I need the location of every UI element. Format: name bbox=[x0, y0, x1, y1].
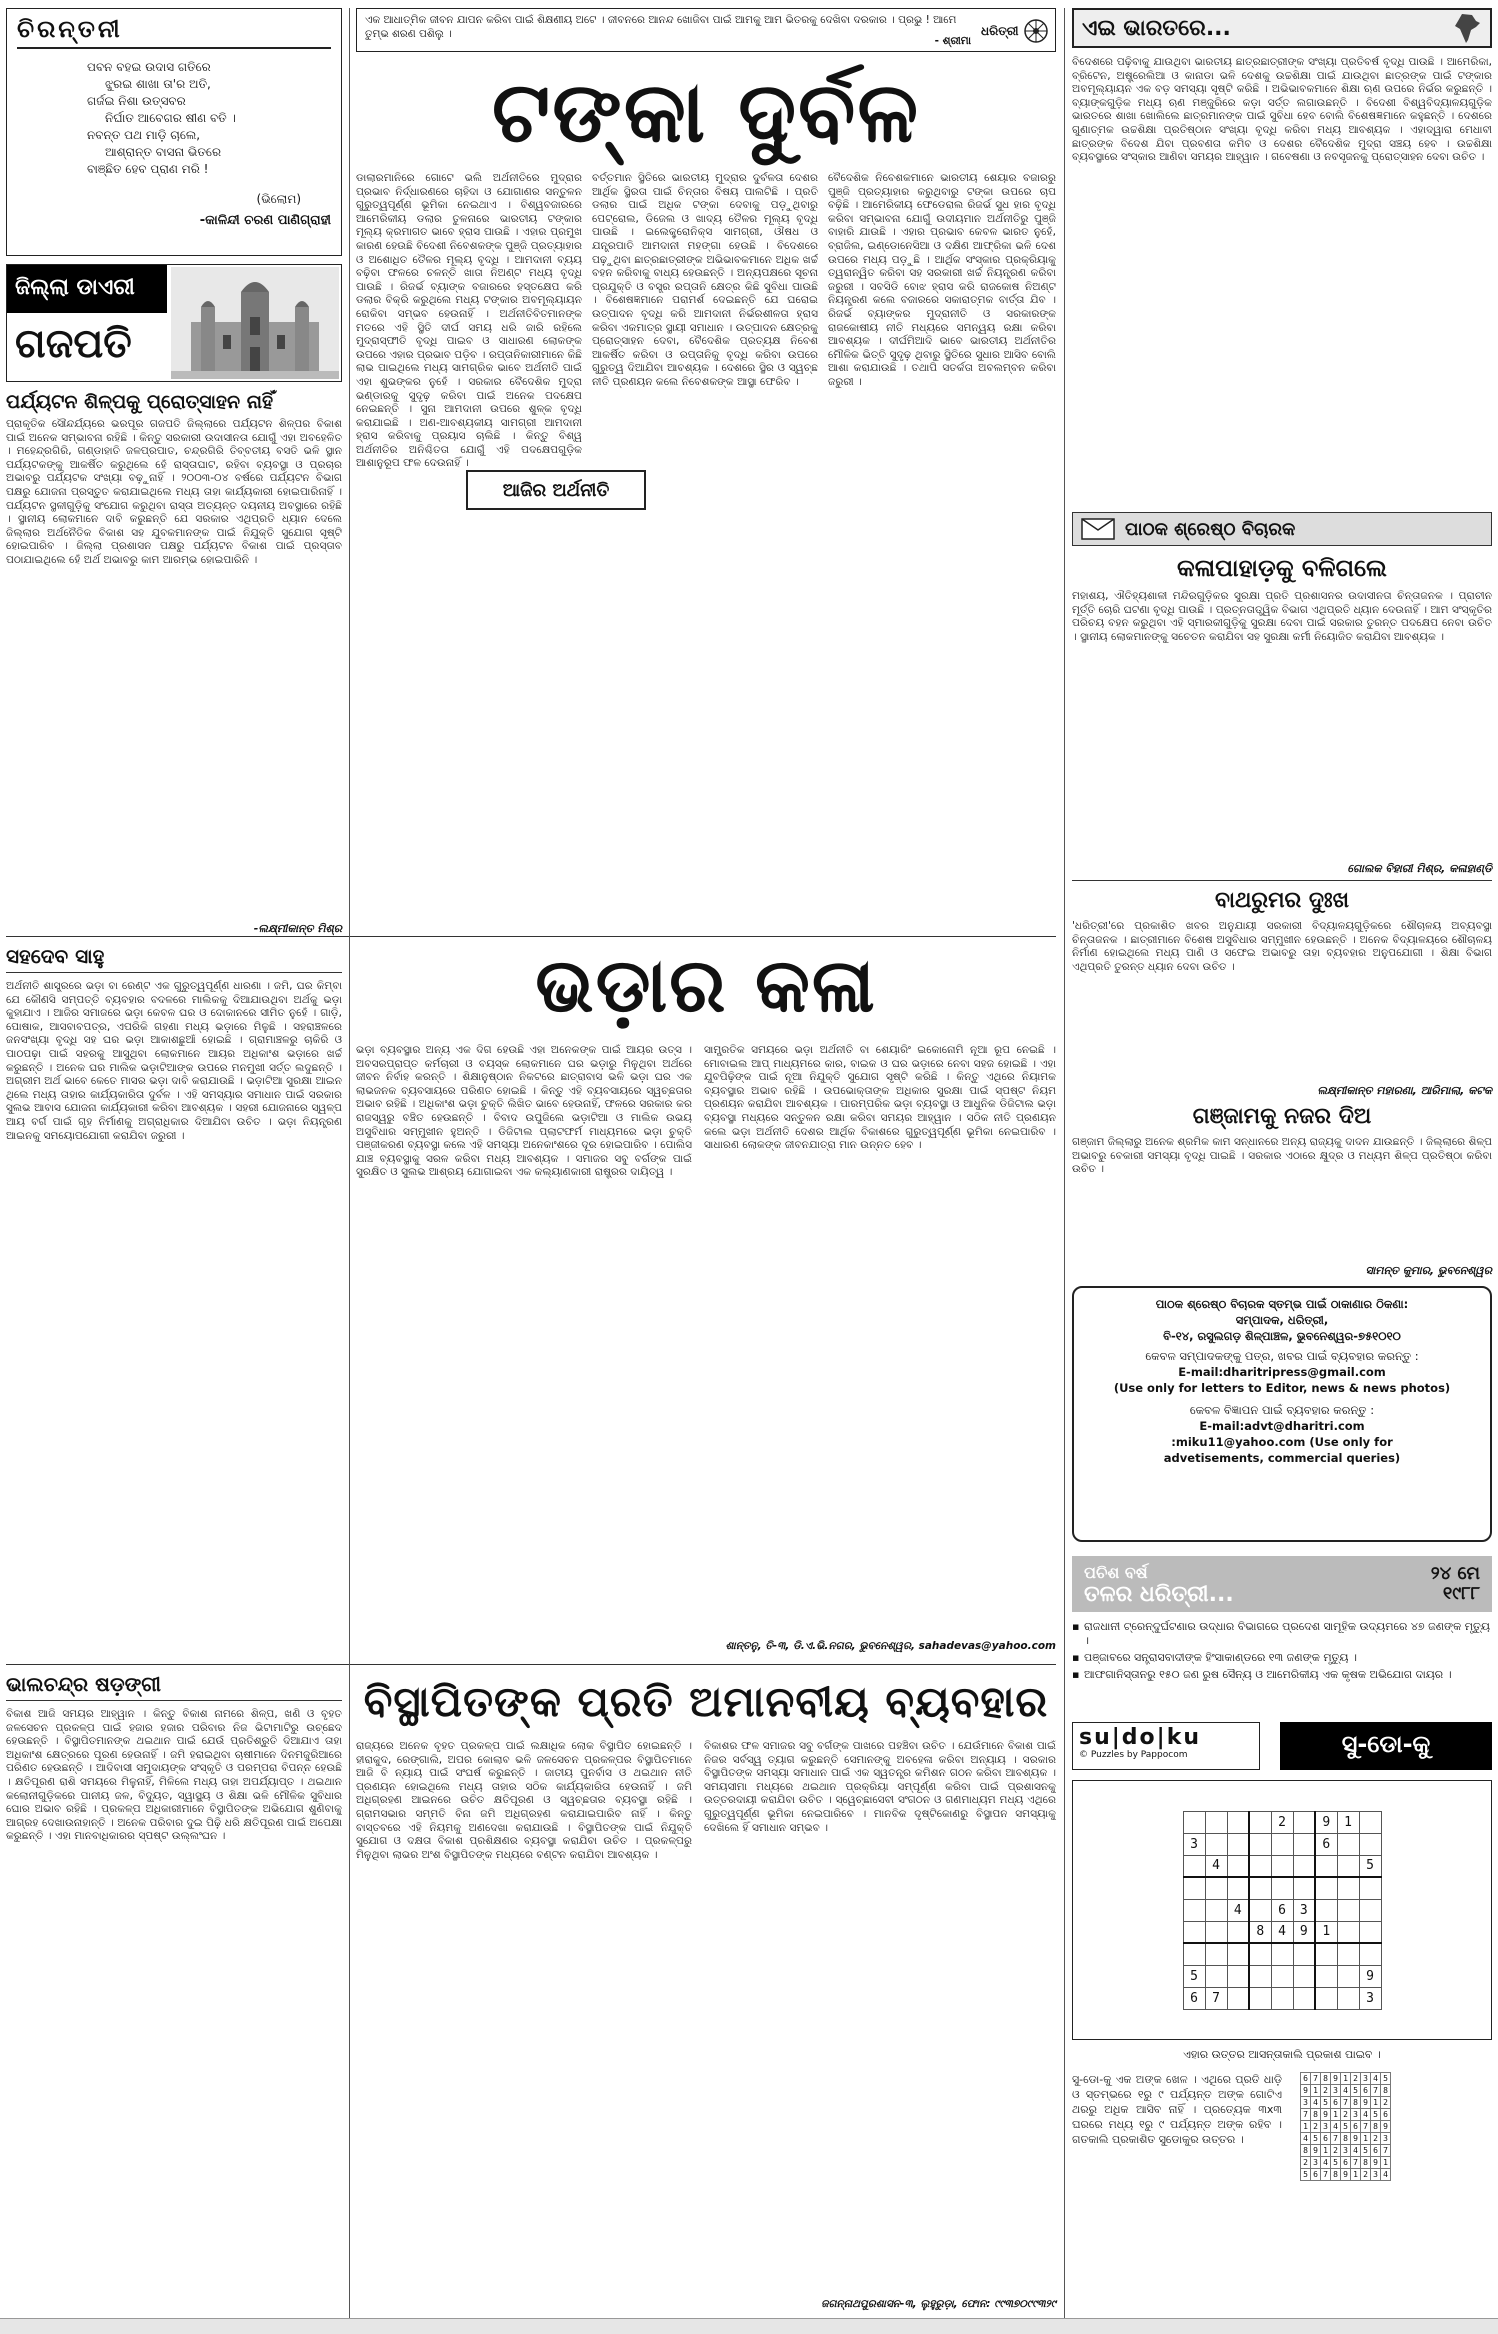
solution-cell: 5 bbox=[1371, 2109, 1381, 2121]
solution-cell: 1 bbox=[1361, 2133, 1371, 2145]
sudoku-cell[interactable]: 7 bbox=[1205, 1987, 1227, 2009]
best-letter-text: ମହାଶୟ, ଐତିହ୍ୟଶାଳୀ ମନ୍ଦିରଗୁଡ଼ିକର ସୁରକ୍ଷା ପ୍ରତି ପ୍ରଶାସନର ଉଦାସୀନତା ଚିନ୍ତାଜନକ । ପ୍ରାଚୀନ ମୂର୍ତ୍ତି ଚୋରି ଘଟଣା ବୃଦ୍ଧି ପାଉଛି । ପ୍ରତ୍ନତାତ୍ତ୍ୱିକ ବିଭାଗ ଏଥିପ୍ରତି ଧ୍ୟାନ ଦେଉନାହିଁ । ଆମ ସଂସ୍କୃତିର ପରିଚୟ ବହନ କରୁଥିବା ଏହି ସ୍ମାରକୀଗୁଡ଼ିକୁ ସୁରକ୍ଷା ଦେବା ପାଇଁ ସରକାର ତୁରନ୍ତ ପଦକ୍ଷେପ ନେବା ଉଚିତ । ସ୍ଥାନୀୟ ଲୋକମାନଙ୍କୁ ସଚେତନ କରାଯିବା ସହ ସୁରକ୍ଷା କର୍ମୀ ନିୟୋଜିତ କରାଯିବା ଆବଶ୍ୟକ । bbox=[1072, 590, 1492, 643]
sudoku-cell[interactable] bbox=[1315, 1855, 1337, 1877]
ei-bharatare-body bbox=[1072, 56, 1492, 504]
sudoku-cell[interactable] bbox=[1293, 1877, 1315, 1899]
sudoku-row bbox=[1183, 1855, 1381, 1877]
solution-cell: 9 bbox=[1301, 2085, 1311, 2097]
sudoku-cell[interactable] bbox=[1293, 1855, 1315, 1877]
anniversary-date-block bbox=[1431, 1564, 1480, 1604]
solution-cell: 4 bbox=[1301, 2133, 1311, 2145]
solution-cell: 6 bbox=[1341, 2157, 1351, 2169]
anniversary-label-bottom: ତଳର ଧରିତ୍ରୀ... bbox=[1084, 1582, 1234, 1607]
sudoku-cell[interactable]: 3 bbox=[1359, 1987, 1381, 2009]
solution-cell: 5 bbox=[1341, 2121, 1351, 2133]
zilla-label: ଜିଲ୍ଲା ଡାଏରୀ bbox=[7, 265, 167, 313]
sudoku-solution-grid bbox=[1300, 2072, 1391, 2181]
solution-cell: 5 bbox=[1331, 2157, 1341, 2169]
zilla-diary-header bbox=[6, 264, 342, 382]
solution-row bbox=[1301, 2133, 1391, 2145]
solution-cell: 6 bbox=[1381, 2109, 1391, 2121]
sudoku-cell[interactable] bbox=[1271, 1965, 1293, 1987]
solution-cell: 1 bbox=[1351, 2169, 1361, 2181]
solution-cell: 5 bbox=[1361, 2145, 1371, 2157]
best-letter-title: କଳାପାହାଡ଼କୁ ବଳିଗଲେ bbox=[1177, 554, 1387, 582]
sudoku-cell[interactable] bbox=[1337, 1921, 1359, 1943]
best-letter-body bbox=[1072, 590, 1492, 858]
anniversary-label-top: ପଚିଶ ବର୍ଷ bbox=[1084, 1563, 1148, 1582]
sudoku-row bbox=[1183, 1899, 1381, 1921]
sudoku-cell[interactable] bbox=[1315, 1877, 1337, 1899]
sudoku-cell[interactable]: 1 bbox=[1337, 1811, 1359, 1833]
solution-cell: 9 bbox=[1371, 2157, 1381, 2169]
sudoku-cell[interactable] bbox=[1249, 1855, 1271, 1877]
sudoku-cell[interactable] bbox=[1183, 1943, 1205, 1965]
solution-cell: 5 bbox=[1381, 2073, 1391, 2085]
sudoku-cell[interactable] bbox=[1271, 1855, 1293, 1877]
envelope-icon bbox=[1081, 518, 1115, 540]
sudoku-cell[interactable] bbox=[1205, 1833, 1227, 1855]
displaced-col-3 bbox=[704, 1740, 1056, 2296]
sudoku-cell[interactable]: 5 bbox=[1183, 1965, 1205, 1987]
sudoku-row bbox=[1183, 1877, 1381, 1899]
bhada-author-name: ସହଦେବ ସାହୁ bbox=[6, 944, 342, 973]
economy-badge-label: ଆଜିର ଅର୍ଥନୀତି bbox=[502, 479, 610, 501]
solution-cell: 7 bbox=[1331, 2133, 1341, 2145]
main-col-3 bbox=[828, 172, 1056, 924]
solution-row bbox=[1301, 2109, 1391, 2121]
ei-bharatare-header bbox=[1072, 8, 1492, 48]
sudoku-cell[interactable]: 2 bbox=[1271, 1811, 1293, 1833]
sudoku-cell[interactable]: 4 bbox=[1271, 1921, 1293, 1943]
bhada-col-2-text: ଭଡ଼ା ବ୍ୟବସ୍ଥାର ଅନ୍ୟ ଏକ ଦିଗ ହେଉଛି ଏହା ଅନେକଙ୍କ ପାଇଁ ଆୟର ଉତ୍ସ । ଅବସରପ୍ରାପ୍ତ କର୍ମଚାରୀ ଓ ବୟସ୍କ ଲୋକମାନେ ଘର ଭଡ଼ାରୁ ମିଳୁଥିବା ଅର୍ଥରେ ଜୀବନ ନିର୍ବାହ କରନ୍ତି । ଶିକ୍ଷାନୁଷ୍ଠାନ ନିକଟରେ ଛାତ୍ରାବାସ ଭଳି ଭଡ଼ା ଘର ଏକ ଲାଭଜନକ ବ୍ୟବସାୟରେ ପରିଣତ ହୋଇଛି । କିନ୍ତୁ ଏହି ବ୍ୟବସାୟରେ ସ୍ୱଚ୍ଛତାର ଅଭାବ ରହିଛି । ଅଧିକାଂଶ ଭଡ଼ା ଚୁକ୍ତି ଲିଖିତ ଭାବେ ହେଉନାହିଁ, ଫଳରେ ସରକାର କର ରାଜସ୍ୱରୁ ବଞ୍ଚିତ ହେଉଛନ୍ତି । ବିବାଦ ଉପୁଜିଲେ ଭଡ଼ାଟିଆ ଓ ମାଲିକ ଉଭୟ ଅସୁବିଧାର ସମ୍ମୁଖୀନ ହୁଅନ୍ତି । ଡିଜିଟାଲ ପ୍ଲାଟଫର୍ମ ମାଧ୍ୟମରେ ଭଡ଼ା ଚୁକ୍ତି ପଞ୍ଜୀକରଣ ବ୍ୟବସ୍ଥା କଲେ ଏହି ସମସ୍ୟା ଅନେକାଂଶରେ ଦୂର ହୋଇପାରିବ । ପୋଲିସ ଯାଞ୍ଚ ବ୍ୟବସ୍ଥାକୁ ସରଳ କରିବା ମଧ୍ୟ ଆବଶ୍ୟକ । ସମାଜର ସବୁ ବର୍ଗଙ୍କ ପାଇଁ ସୁରକ୍ଷିତ ଓ ସୁଲଭ ଆଶ୍ରୟ ଯୋଗାଇବା ଏକ କଲ୍ୟାଣକାରୀ ରାଷ୍ଟ୍ରର ଦାୟିତ୍ୱ । bbox=[356, 1044, 692, 1179]
sudoku-cell[interactable] bbox=[1227, 1877, 1249, 1899]
solution-cell: 5 bbox=[1301, 2169, 1311, 2181]
sudoku-cell[interactable] bbox=[1337, 1899, 1359, 1921]
solution-cell: 8 bbox=[1341, 2133, 1351, 2145]
displaced-col-2-text: ରାଜ୍ୟରେ ଅନେକ ବୃହତ ପ୍ରକଳ୍ପ ପାଇଁ ଲକ୍ଷାଧିକ ଲୋକ ବିସ୍ଥାପିତ ହୋଇଛନ୍ତି । ହୀରାକୁଦ, ରେଙ୍ଗାଲି, ଅପର କୋଲାବ ଭଳି ଜଳସେଚନ ପ୍ରକଳ୍ପର ବିସ୍ଥାପିତମାନେ ଆଜି ବି ନ୍ୟାୟ ପାଇଁ ସଂଘର୍ଷ କରୁଛନ୍ତି । ଜାତୀୟ ପୁନର୍ବାସ ଓ ଥଇଥାନ ନୀତି ପ୍ରଣୟନ ହୋଇଥିଲେ ମଧ୍ୟ ତାହାର ସଠିକ କାର୍ଯ୍ୟକାରିତା ହେଉନାହିଁ । ଜମି ଅଧିଗ୍ରହଣ ଆଇନରେ ଉଚିତ କ୍ଷତିପୂରଣ ଓ ସ୍ୱଚ୍ଛତାର ବ୍ୟବସ୍ଥା ରହିଛି । ଗ୍ରାମସଭାର ସମ୍ମତି ବିନା ଜମି ଅଧିଗ୍ରହଣ କରାଯାଇପାରିବ ନାହିଁ । କିନ୍ତୁ ବାସ୍ତବରେ ଏହି ନିୟମକୁ ଅଣଦେଖା କରାଯାଉଛି । ବିସ୍ଥାପିତଙ୍କ ପାଇଁ ନିଯୁକ୍ତି ସୁଯୋଗ ଓ ଦକ୍ଷତା ବିକାଶ ପ୍ରଶିକ୍ଷଣର ବ୍ୟବସ୍ଥା କରାଯିବା ଉଚିତ । ପ୍ରକଳ୍ପରୁ ମିଳୁଥିବା ଲାଭର ଅଂଶ ବିସ୍ଥାପିତଙ୍କ ମଧ୍ୟରେ ବଣ୍ଟନ କରାଯିବା ଆବଶ୍ୟକ । bbox=[356, 1740, 692, 1861]
solution-cell: 3 bbox=[1381, 2133, 1391, 2145]
sudoku-cell[interactable]: 6 bbox=[1315, 1833, 1337, 1855]
sudoku-row bbox=[1183, 1987, 1381, 2009]
main-col-3-text: ବୈଦେଶିକ ନିବେଶକମାନେ ଭାରତୀୟ ଶେୟାର ବଜାରରୁ ପୁଞ୍ଜି ପ୍ରତ୍ୟାହାର କରୁଥିବାରୁ ଟଙ୍କା ଉପରେ ଚାପ ବଢ଼ିଛି । ଆମେରିକୀୟ ଫେଡେରାଲ ରିଜର୍ଭ ସୁଧ ହାର ବୃଦ୍ଧି କରିବା ସମ୍ଭାବନା ଯୋଗୁଁ ଉଦୀୟମାନ ଅର୍ଥନୀତିରୁ ପୁଞ୍ଜି ବାହାରି ଯାଉଛି । ଏହାର ପ୍ରଭାବ କେବଳ ଭାରତ ନୁହେଁ, ବ୍ରାଜିଲ, ଇଣ୍ଡୋନେସିଆ ଓ ଦକ୍ଷିଣ ଆଫ୍ରିକା ଭଳି ଦେଶ ଉପରେ ମଧ୍ୟ ପଡ଼ୁଛି । ଆର୍ଥିକ ସଂସ୍କାର ପ୍ରକ୍ରିୟାକୁ ତ୍ୱରାନ୍ୱିତ କରିବା ସହ ସରକାରୀ ଖର୍ଚ୍ଚ ନିୟନ୍ତ୍ରଣ କରିବା ଜରୁରୀ । ସବସିଡି ବୋଝ ହ୍ରାସ କରି ରାଜକୋଷ ନିଅଣ୍ଟ ନିୟନ୍ତ୍ରଣ କଲେ ବଜାରରେ ସକାରାତ୍ମକ ବାର୍ତ୍ତା ଯିବ । ରିଜର୍ଭ ବ୍ୟାଙ୍କର ମୁଦ୍ରାନୀତି ଓ ସରକାରଙ୍କ ରାଜକୋଷୀୟ ନୀତି ମଧ୍ୟରେ ସମନ୍ୱୟ ରକ୍ଷା କରିବା ଆବଶ୍ୟକ । ଦୀର୍ଘମିଆଦି ଭାବେ ଭାରତୀୟ ଅର୍ଥନୀତିର ମୌଳିକ ଭିତ୍ତି ସୁଦୃଢ଼ ଥିବାରୁ ସ୍ଥିତିରେ ସୁଧାର ଆସିବ ବୋଲି ଆଶା କରାଯାଉଛି । ତଥାପି ସତର୍କତା ଅବଲମ୍ବନ କରିବା ଜରୁରୀ । bbox=[828, 172, 1056, 388]
solution-cell: 4 bbox=[1351, 2145, 1361, 2157]
economy-badge bbox=[466, 470, 646, 510]
sudoku-cell[interactable] bbox=[1293, 1987, 1315, 2009]
solution-cell: 4 bbox=[1361, 2109, 1371, 2121]
anniversary-year: ୧୯୮୮ bbox=[1442, 1583, 1480, 1604]
divider bbox=[1072, 880, 1492, 881]
solution-cell: 1 bbox=[1381, 2157, 1391, 2169]
best-letter-band bbox=[1072, 512, 1492, 546]
displaced-col-3-text: ବିକାଶର ଫଳ ସମାଜର ସବୁ ବର୍ଗଙ୍କ ପାଖରେ ପହଞ୍ଚିବା ଉଚିତ । ଯେଉଁମାନେ ବିକାଶ ପାଇଁ ନିଜର ସର୍ବସ୍ୱ ତ୍ୟାଗ କରୁଛନ୍ତି ସେମାନଙ୍କୁ ଅବହେଳା କରିବା ଅନ୍ୟାୟ । ସରକାର ବିସ୍ଥାପିତଙ୍କ ସମସ୍ୟା ସମାଧାନ ପାଇଁ ଏକ ସ୍ୱତନ୍ତ୍ର କମିଶନ ଗଠନ କରିବା ଆବଶ୍ୟକ । ସମୟସୀମା ମଧ୍ୟରେ ଥଇଥାନ ପ୍ରକ୍ରିୟା ସମ୍ପୂର୍ଣ୍ଣ କରିବା ପାଇଁ ପ୍ରଶାସନକୁ ଉତ୍ତରଦାୟୀ କରାଯିବା ଉଚିତ । ସ୍ୱେଚ୍ଛାସେବୀ ସଂଗଠନ ଓ ଗଣମାଧ୍ୟମ ମଧ୍ୟ ଏଥିରେ ଗୁରୁତ୍ୱପୂର୍ଣ୍ଣ ଭୂମିକା ନେଇପାରିବେ । ମାନବିକ ଦୃଷ୍ଟିକୋଣରୁ ବିସ୍ଥାପନ ସମସ୍ୟାକୁ ଦେଖିଲେ ହିଁ ସମାଧାନ ସମ୍ଭବ । bbox=[704, 1740, 1056, 1834]
sudoku-cell[interactable]: 3 bbox=[1293, 1899, 1315, 1921]
solution-cell: 4 bbox=[1331, 2121, 1341, 2133]
anniversary-list bbox=[1072, 1620, 1492, 1685]
sudoku-cell[interactable]: 9 bbox=[1315, 1811, 1337, 1833]
solution-cell: 2 bbox=[1321, 2085, 1331, 2097]
sudoku-cell[interactable] bbox=[1359, 1811, 1381, 1833]
solution-row bbox=[1301, 2085, 1391, 2097]
poem-line: ବାଞ୍ଛିତ ହେବ ପ୍ରାଣ ମରି ! bbox=[87, 162, 209, 176]
solution-cell: 9 bbox=[1351, 2133, 1361, 2145]
bottom-strip bbox=[0, 2318, 1498, 2334]
sudoku-cell[interactable] bbox=[1271, 1877, 1293, 1899]
sudoku-cell[interactable] bbox=[1337, 1965, 1359, 1987]
sudoku-cell[interactable] bbox=[1293, 1811, 1315, 1833]
letter-2-signature: ସାମନ୍ତ କୁମାର, ଭୁବନେଶ୍ୱର bbox=[1365, 1264, 1492, 1277]
divider bbox=[6, 1664, 1056, 1665]
sudoku-cell[interactable] bbox=[1227, 1921, 1249, 1943]
solution-cell: 3 bbox=[1351, 2109, 1361, 2121]
displaced-col-2 bbox=[356, 1740, 692, 2312]
column-rule bbox=[349, 8, 350, 2318]
solution-row bbox=[1301, 2145, 1391, 2157]
bhada-headline: ଭଡ଼ାର କଳା bbox=[535, 943, 877, 1029]
sudoku-cell[interactable]: 6 bbox=[1183, 1987, 1205, 2009]
quote-bar bbox=[356, 8, 1056, 52]
sudoku-solution-wrap bbox=[1300, 2072, 1490, 2212]
list-item: ▪ ପଞ୍ଜାବରେ ସନ୍ତ୍ରାସବାଦୀଙ୍କ ହିଂସାକାଣ୍ଡରେ ୧୩ ଜଣଙ୍କ ମୃତ୍ୟୁ । bbox=[1072, 1651, 1492, 1665]
solution-cell: 5 bbox=[1321, 2097, 1331, 2109]
solution-cell: 7 bbox=[1371, 2085, 1381, 2097]
solution-cell: 3 bbox=[1361, 2073, 1371, 2085]
solution-cell: 2 bbox=[1351, 2073, 1361, 2085]
sudoku-cell[interactable] bbox=[1315, 1965, 1337, 1987]
solution-cell: 5 bbox=[1311, 2133, 1321, 2145]
solution-cell: 8 bbox=[1351, 2097, 1361, 2109]
solution-cell: 4 bbox=[1371, 2073, 1381, 2085]
sudoku-row bbox=[1183, 1833, 1381, 1855]
solution-cell: 3 bbox=[1371, 2169, 1381, 2181]
address-line: ବି-୧୪, ରସୁଲଗଡ଼ ଶିଳ୍ପାଞ୍ଚଳ, ଭୁବନେଶ୍ୱର-୭୫୧୦୧୦ bbox=[1163, 1329, 1401, 1343]
solution-cell: 2 bbox=[1311, 2121, 1321, 2133]
solution-cell: 3 bbox=[1311, 2157, 1321, 2169]
zilla-body-text: ପ୍ରାକୃତିକ ସୌନ୍ଦର୍ଯ୍ୟରେ ଭରପୂର ଗଜପତି ଜିଲ୍ଲାରେ ପର୍ଯ୍ୟଟନ ଶିଳ୍ପର ବିକାଶ ପାଇଁ ଅନେକ ସମ୍ଭାବନା ରହିଛି । କିନ୍ତୁ ସରକାରୀ ଉଦାସୀନତା ଯୋଗୁଁ ଏହା ଅବହେଳିତ । ମହେନ୍ଦ୍ରଗିରି, ଗଣ୍ଡାହାତି ଜଳପ୍ରପାତ, ଚନ୍ଦ୍ରଗିରି ତିବ୍ବତୀୟ ବସତି ଭଳି ସ୍ଥାନ ପର୍ଯ୍ୟଟକଙ୍କୁ ଆକର୍ଷିତ କରୁଥିଲେ ହେଁ ରାସ୍ତାଘାଟ, ରହିବା ବ୍ୟବସ୍ଥା ଓ ପ୍ରଚାର ଅଭାବରୁ ପର୍ଯ୍ୟଟକ ସଂଖ୍ୟା ବଢ଼ୁନାହିଁ । ୨୦୦୩-୦୪ ବର୍ଷରେ ପର୍ଯ୍ୟଟନ ବିଭାଗ ପକ୍ଷରୁ ଯୋଜନା ପ୍ରସ୍ତୁତ କରାଯାଇଥିଲେ ମଧ୍ୟ ତାହା କାର୍ଯ୍ୟକାରୀ ହୋଇପାରିନାହିଁ । ପର୍ଯ୍ୟଟନ ସ୍ଥଳୀଗୁଡ଼ିକୁ ସଂଯୋଗ କରୁଥିବା ରାସ୍ତା ଅତ୍ୟନ୍ତ ଦୟନୀୟ ଅବସ୍ଥାରେ ରହିଛି । ସ୍ଥାନୀୟ ଲୋକମାନେ ଦାବି କରୁଛନ୍ତି ଯେ ସରକାର ଏଥିପ୍ରତି ଧ୍ୟାନ ଦେଲେ ଜିଲ୍ଲାର ଅର୍ଥନୈତିକ ବିକାଶ ସହ ଯୁବକମାନଙ୍କ ପାଇଁ ନିଯୁକ୍ତି ସୁଯୋଗ ସୃଷ୍ଟି ହୋଇପାରିବ । ଜିଲ୍ଲା ପ୍ରଶାସନ ପକ୍ଷରୁ ପର୍ଯ୍ୟଟନ ବିକାଶ ପାଇଁ ପ୍ରସ୍ତାବ ପଠାଯାଇଥିଲେ ହେଁ ଅର୍ଥ ଅଭାବରୁ କାମ ଆରମ୍ଭ ହୋଇପାରିନି । bbox=[6, 418, 342, 566]
sudoku-cell[interactable] bbox=[1293, 1833, 1315, 1855]
letter-2-text: ଗଞ୍ଜାମ ଜିଲ୍ଲାରୁ ଅନେକ ଶ୍ରମିକ କାମ ସନ୍ଧାନରେ ଅନ୍ୟ ରାଜ୍ୟକୁ ଦାଦନ ଯାଉଛନ୍ତି । ଜିଲ୍ଲାରେ ଶିଳ୍ପ ଅଭାବରୁ ବେକାରୀ ସମସ୍ୟା ବୃଦ୍ଧି ପାଇଛି । ସରକାର ଏଠାରେ କ୍ଷୁଦ୍ର ଓ ମଧ୍ୟମ ଶିଳ୍ପ ପ୍ରତିଷ୍ଠା କରିବା ଉଚିତ । bbox=[1072, 1136, 1492, 1176]
chirantani-title: ଚିରନ୍ତନୀ bbox=[17, 15, 331, 49]
poem-line: ଆଶ୍ରାନ୍ତ ବାସନା ଭିତରେ bbox=[105, 145, 222, 159]
solution-cell: 2 bbox=[1361, 2169, 1371, 2181]
solution-cell: 7 bbox=[1321, 2169, 1331, 2181]
district-name: ଗଜପତି bbox=[15, 321, 132, 367]
solution-row bbox=[1301, 2169, 1391, 2181]
sudoku-cell[interactable] bbox=[1205, 1899, 1227, 1921]
sudoku-cell[interactable] bbox=[1293, 1965, 1315, 1987]
solution-cell: 3 bbox=[1301, 2097, 1311, 2109]
sudoku-cell[interactable] bbox=[1249, 1965, 1271, 1987]
sudoku-cell[interactable]: 4 bbox=[1227, 1899, 1249, 1921]
sudoku-answer-note: ଏହାର ଉତ୍ତର ଆସନ୍ତାକାଲି ପ୍ରକାଶ ପାଇବ । bbox=[1183, 2048, 1381, 2061]
sudoku-grid-wrap bbox=[1072, 1780, 1492, 2040]
solution-cell: 8 bbox=[1361, 2157, 1371, 2169]
sudoku-cell[interactable] bbox=[1227, 1833, 1249, 1855]
sudoku-cell[interactable] bbox=[1205, 1965, 1227, 1987]
sudoku-cell[interactable] bbox=[1227, 1811, 1249, 1833]
solution-cell: 2 bbox=[1341, 2109, 1351, 2121]
address-heading: ପାଠକ ଶ୍ରେଷ୍ଠ ବିଚାରକ ସ୍ତମ୍ଭ ପାଇଁ ଠାକାଣାର ଠିକଣା: bbox=[1155, 1297, 1409, 1311]
main-col-2-text: ବର୍ତ୍ତମାନ ସ୍ଥିତିରେ ଭାରତୀୟ ମୁଦ୍ରାର ଦୁର୍ବଳତା ଦେଶର ଆର୍ଥିକ ସ୍ଥିରତା ପାଇଁ ଚିନ୍ତାର ବିଷୟ ପାଲଟିଛି । ପ୍ରତି ଡଲାର ପାଇଁ ଅଧିକ ଟଙ୍କା ଦେବାକୁ ପଡ଼ୁଥିବାରୁ ପେଟ୍ରୋଲ, ଡିଜେଲ ଓ ଖାଦ୍ୟ ତୈଳର ମୂଲ୍ୟ ବୃଦ୍ଧି ପାଉଛି । ଇଲେକ୍ଟ୍ରୋନିକ୍ସ ସାମଗ୍ରୀ, ଔଷଧ ଓ ଯନ୍ତ୍ରପାତି ଆମଦାନୀ ମହଙ୍ଗା ହେଉଛି । ବିଦେଶରେ ପଢ଼ୁଥିବା ଛାତ୍ରଛାତ୍ରୀଙ୍କ ଅଭିଭାବକମାନେ ଅଧିକ ଖର୍ଚ୍ଚ ବହନ କରିବାକୁ ବାଧ୍ୟ ହେଉଛନ୍ତି । ଅନ୍ୟପକ୍ଷରେ ସୂଚନା ପ୍ରଯୁକ୍ତି ଓ ବସ୍ତ୍ର ରପ୍ତାନି କ୍ଷେତ୍ର କିଛି ସୁବିଧା ପାଉଛି । ବିଶେଷଜ୍ଞମାନେ ପରାମର୍ଶ ଦେଇଛନ୍ତି ଯେ ଘରୋଇ ଉତ୍ପାଦନ ବୃଦ୍ଧି କରି ଆମଦାନୀ ନିର୍ଭରଶୀଳତା ହ୍ରାସ କରିବା ଏକମାତ୍ର ସ୍ଥାୟୀ ସମାଧାନ । ଉତ୍ପାଦନ କ୍ଷେତ୍ରକୁ ପ୍ରୋତ୍ସାହନ ଦେବା, ବୈଦେଶିକ ପ୍ରତ୍ୟକ୍ଷ ନିବେଶ ଆକର୍ଷିତ କରିବା ଓ ରପ୍ତାନିକୁ ବୃଦ୍ଧି କରିବା ଉପରେ ଗୁରୁତ୍ୱ ଦିଆଯିବା ଆବଶ୍ୟକ । ଦେଶରେ ସ୍ଥିର ଓ ସ୍ୱଚ୍ଛ ନୀତି ପ୍ରଣୟନ କଲେ ନିବେଶକଙ୍କ ଆସ୍ଥା ଫେରିବ । bbox=[592, 172, 818, 388]
list-item: ▪ ଆଫଗାନିସ୍ତାନରୁ ୧୫୦ ଜଣ ରୁଷ ସୈନ୍ୟ ଓ ଆମେରିକୀୟ ଏକ କୃଷକ ଅଭିଯୋଗ ଦାୟର । bbox=[1072, 1668, 1492, 1682]
chirantani-box bbox=[6, 8, 342, 256]
bhada-byline: ଶାନ୍ତନୁ, ତି-୩, ଡି.ଏ.ଭି.ନଗର, ଭୁବନେଶ୍ୱର, sahadevas@yahoo.com bbox=[725, 1640, 1056, 1652]
bhada-col-1-text: ଅର୍ଥନୀତି ଶାସ୍ତ୍ରରେ ଭଡ଼ା ବା ରେଣ୍ଟ ଏକ ଗୁରୁତ୍ୱପୂର୍ଣ୍ଣ ଧାରଣା । ଜମି, ଘର କିମ୍ବା ଯେ କୌଣସି ସମ୍ପତ୍ତି ବ୍ୟବହାର ବଦଳରେ ମାଲିକକୁ ଦିଆଯାଉଥିବା ଅର୍ଥକୁ ଭଡ଼ା କୁହାଯାଏ । ଆଜିର ସମାଜରେ ଭଡ଼ା କେବଳ ଘର ଓ ଦୋକାନରେ ସୀମିତ ନୁହେଁ । ଗାଡ଼ି, ପୋଷାକ, ଆସବାବପତ୍ର, ଏପରିକି ଗହଣା ମଧ୍ୟ ଭଡ଼ାରେ ମିଳୁଛି । ସହରାଞ୍ଚଳରେ ଜନସଂଖ୍ୟା ବୃଦ୍ଧି ସହ ଘର ଭଡ଼ା ଆକାଶଛୁଆଁ ହୋଇଛି । ଗ୍ରାମାଞ୍ଚଳରୁ ଚାକିରି ଓ ପାଠପଢ଼ା ପାଇଁ ସହରକୁ ଆସୁଥିବା ଲୋକମାନେ ଆୟର ଅଧିକାଂଶ ଭଡ଼ାରେ ଖର୍ଚ୍ଚ କରୁଛନ୍ତି । ଅନେକ ଘର ମାଲିକ ଭଡ଼ାଟିଆଙ୍କ ଉପରେ ମନମୁଖୀ ସର୍ତ୍ତ ଲଦୁଛନ୍ତି । ଅଗ୍ରୀମ ଅର୍ଥ ଭାବେ କେତେ ମାସର ଭଡ଼ା ଦାବି କରାଯାଉଛି । ଭଡ଼ାଟିଆ ସୁରକ୍ଷା ଆଇନ ଥିଲେ ମଧ୍ୟ ତାହାର କାର୍ଯ୍ୟକାରିତା ଦୁର୍ବଳ । ଏହି ସମସ୍ୟାର ସମାଧାନ ପାଇଁ ସରକାର ସୁଲଭ ଆବାସ ଯୋଜନା କାର୍ଯ୍ୟକାରୀ କରିବା ଆବଶ୍ୟକ । ସହରୀ ଯୋଜନାରେ ସ୍ୱଳ୍ପ ଆୟ ବର୍ଗ ପାଇଁ ଗୃହ ନିର୍ମାଣକୁ ଅଗ୍ରାଧିକାର ଦିଆଯିବା ଉଚିତ । ଭଡ଼ା ନିୟନ୍ତ୍ରଣ ଆଇନକୁ ସମୟୋପଯୋଗୀ କରାଯିବା ଜରୁରୀ । bbox=[6, 980, 342, 1142]
sudoku-brand: su|do|ku bbox=[1079, 1725, 1201, 1750]
solution-cell: 6 bbox=[1361, 2085, 1371, 2097]
sudoku-cell[interactable] bbox=[1249, 1877, 1271, 1899]
solution-cell: 1 bbox=[1301, 2121, 1311, 2133]
editor-email[interactable]: E-mail:dharitripress@gmail.com bbox=[1178, 1365, 1386, 1379]
solution-cell: 8 bbox=[1331, 2169, 1341, 2181]
solution-cell: 7 bbox=[1301, 2109, 1311, 2121]
best-letter-label: ପାଠକ ଶ୍ରେଷ୍ଠ ବିଚାରକ bbox=[1125, 518, 1296, 540]
solution-cell: 1 bbox=[1371, 2097, 1381, 2109]
sudoku-cell[interactable]: 6 bbox=[1271, 1899, 1293, 1921]
wheel-icon bbox=[1023, 18, 1049, 44]
solution-cell: 7 bbox=[1351, 2157, 1361, 2169]
sudoku-cell[interactable] bbox=[1227, 1987, 1249, 2009]
sudoku-brand-box bbox=[1072, 1722, 1260, 1770]
solution-cell: 7 bbox=[1311, 2073, 1321, 2085]
solution-cell: 6 bbox=[1301, 2073, 1311, 2085]
poem-line: ଗର୍ଜଇ ନିଶା ଉତ୍ସବର bbox=[87, 94, 186, 108]
solution-cell: 7 bbox=[1341, 2097, 1351, 2109]
editor-email-note: (Use only for letters to Editor, news & news photos) bbox=[1113, 1381, 1451, 1395]
solution-cell: 9 bbox=[1331, 2073, 1341, 2085]
sudoku-cell[interactable] bbox=[1249, 1987, 1271, 2009]
solution-row bbox=[1301, 2121, 1391, 2133]
sudoku-cell[interactable] bbox=[1271, 1987, 1293, 2009]
sudoku-cell[interactable] bbox=[1227, 1855, 1249, 1877]
dharitri-logo bbox=[981, 15, 1049, 47]
solution-cell: 2 bbox=[1371, 2133, 1381, 2145]
poem-line: ନବନ୍ତ ପଥ ମାଡ଼ି ଚାଲେ, bbox=[87, 128, 201, 142]
sudoku-cell[interactable]: 9 bbox=[1293, 1921, 1315, 1943]
logo-text: ଧରିତ୍ରୀ bbox=[981, 23, 1019, 38]
sudoku-cell[interactable] bbox=[1227, 1965, 1249, 1987]
solution-cell: 2 bbox=[1331, 2145, 1341, 2157]
address-note-2: କେବଳ ବିଜ୍ଞାପନ ପାଇଁ ବ୍ୟବହାର କରନ୍ତୁ : bbox=[1189, 1403, 1375, 1417]
solution-cell: 5 bbox=[1351, 2085, 1361, 2097]
zilla-author: -ଲକ୍ଷ୍ମୀକାନ୍ତ ମିଶ୍ର bbox=[253, 922, 342, 935]
displaced-headline: ବିସ୍ଥାପିତଙ୍କ ପ୍ରତି ଅମାନବୀୟ ବ୍ୟବହାର bbox=[363, 1677, 1049, 1726]
displaced-col-1 bbox=[6, 1708, 342, 2312]
address-note-1: କେବଳ ସମ୍ପାଦକଙ୍କୁ ପତ୍ର, ଖବର ପାଇଁ ବ୍ୟବହାର କରନ୍ତୁ : bbox=[1145, 1349, 1419, 1363]
zilla-body bbox=[6, 418, 342, 922]
solution-cell: 1 bbox=[1321, 2145, 1331, 2157]
quote-text: ଏକ ଆଧାତ୍ମିକ ଜୀବନ ଯାପନ କରିବା ପାଇଁ ଶିକ୍ଷଣୀୟ ଅଟେ । ଜୀବନରେ ଆନନ୍ଦ ଖୋଜିବା ପାଇଁ ଆମକୁ ଆମ ଭିତରକୁ ଦେଖିବା ଦରକାର । ପ୍ରଭୁ ! ଆମେ ତୁମ୍ଭ ଶରଣ ପଶିଲୁ । bbox=[365, 14, 957, 40]
solution-cell: 6 bbox=[1331, 2097, 1341, 2109]
quote-attribution: - ଶ୍ରୀମା bbox=[934, 35, 971, 47]
advt-email[interactable]: E-mail:advt@dharitri.com bbox=[1199, 1419, 1365, 1433]
bhada-col-2 bbox=[356, 1044, 692, 1652]
solution-cell: 4 bbox=[1341, 2085, 1351, 2097]
solution-cell: 1 bbox=[1341, 2073, 1351, 2085]
main-headline: ଟଙ୍କା ଦୁର୍ବଳ bbox=[492, 63, 920, 161]
main-col-1 bbox=[356, 172, 582, 924]
sudoku-cell[interactable]: 8 bbox=[1249, 1921, 1271, 1943]
sudoku-cell[interactable] bbox=[1271, 1833, 1293, 1855]
sudoku-cell[interactable]: 5 bbox=[1359, 1855, 1381, 1877]
zilla-headline: ପର୍ଯ୍ୟଟନ ଶିଳ୍ପକୁ ପ୍ରୋତ୍ସାହନ ନାହିଁ bbox=[6, 391, 274, 413]
poem-line: ନିର୍ଘାତ ଆବେଗର ଷୀଣ ବତି । bbox=[105, 111, 236, 125]
sudoku-cell[interactable] bbox=[1315, 1987, 1337, 2009]
sudoku-row bbox=[1183, 1921, 1381, 1943]
sudoku-instructions bbox=[1072, 2072, 1282, 2312]
solution-cell: 2 bbox=[1381, 2097, 1391, 2109]
solution-cell: 9 bbox=[1341, 2169, 1351, 2181]
solution-cell: 4 bbox=[1381, 2169, 1391, 2181]
sudoku-cell[interactable] bbox=[1205, 1811, 1227, 1833]
sudoku-instructions-text: ସୁ-ଡୋ-କୁ ଏକ ଅଙ୍କ ଖେଳ । ଏଥିରେ ପ୍ରତି ଧାଡ଼ି ଓ ସ୍ତମ୍ଭରେ ୧ରୁ ୯ ପର୍ଯ୍ୟନ୍ତ ଅଙ୍କ ଗୋଟିଏ ଥରରୁ ଅଧିକ ଆସିବ ନାହିଁ । ପ୍ରତ୍ୟେକ ୩x୩ ଘରରେ ମଧ୍ୟ ୧ରୁ ୯ ପର୍ଯ୍ୟନ୍ତ ଅଙ୍କ ରହିବ । ଗତକାଲି ପ୍ରକାଶିତ ସୁଡୋକୁର ଉତ୍ତର । bbox=[1072, 2073, 1282, 2146]
solution-cell: 9 bbox=[1381, 2121, 1391, 2133]
sudoku-cell[interactable]: 4 bbox=[1205, 1855, 1227, 1877]
sudoku-header bbox=[1072, 1720, 1492, 1772]
solution-cell: 6 bbox=[1351, 2121, 1361, 2133]
sudoku-cell[interactable] bbox=[1337, 1877, 1359, 1899]
solution-cell: 3 bbox=[1321, 2121, 1331, 2133]
best-letter-signature: ଗୋଲକ ବିହାରୀ ମିଶ୍ର, କଳାହାଣ୍ଡି bbox=[1347, 862, 1492, 875]
solution-cell: 6 bbox=[1311, 2169, 1321, 2181]
palace-illustration bbox=[171, 267, 339, 379]
list-item: ▪ ରାଜଧାନୀ ଟ୍ରେନ୍‌ଦୁର୍ଘଟଣାର ଉଦ୍ଧାର ବିଭାଗରେ ପ୍ରଦେଶ ସାମୂହିକ ଉଦ୍ୟମରେ ୪୭ ଜଣଙ୍କ ମୃତ୍ୟୁ । bbox=[1072, 1620, 1492, 1648]
poem-line: ପବନ ବହଇ ଉଦାସ ଗତିରେ bbox=[87, 60, 211, 74]
sudoku-cell[interactable] bbox=[1337, 1987, 1359, 2009]
solution-cell: 8 bbox=[1381, 2085, 1391, 2097]
sudoku-cell[interactable] bbox=[1183, 1877, 1205, 1899]
advt-email-2[interactable]: :miku11@yahoo.com (Use only for bbox=[1171, 1435, 1393, 1449]
sudoku-cell[interactable] bbox=[1249, 1899, 1271, 1921]
displaced-author-name: ଭାଲଚନ୍ଦ୍ର ଷଡ଼ଙ୍ଗୀ bbox=[6, 1672, 342, 1701]
sudoku-cell[interactable] bbox=[1249, 1943, 1271, 1965]
poem-author: -କାଳିନ୍ଦୀ ଚରଣ ପାଣିଗ୍ରାହୀ bbox=[199, 213, 331, 228]
solution-cell: 8 bbox=[1371, 2121, 1381, 2133]
sudoku-cell[interactable] bbox=[1315, 1943, 1337, 1965]
anniversary-band bbox=[1072, 1556, 1492, 1612]
advt-email-note: advetisements, commercial queries) bbox=[1163, 1451, 1401, 1465]
solution-cell: 3 bbox=[1331, 2085, 1341, 2097]
column-rule bbox=[1064, 8, 1065, 2318]
address-org: ସମ୍ପାଦକ, ଧରିତ୍ରୀ, bbox=[1235, 1313, 1329, 1327]
sudoku-brand-sub: © Puzzles by Pappocom bbox=[1079, 1750, 1188, 1760]
sudoku-cell[interactable]: 9 bbox=[1359, 1965, 1381, 1987]
ei-bharatare-text: ବିଦେଶରେ ପଢ଼ିବାକୁ ଯାଉଥିବା ଭାରତୀୟ ଛାତ୍ରଛାତ୍ରୀଙ୍କ ସଂଖ୍ୟା ପ୍ରତିବର୍ଷ ବୃଦ୍ଧି ପାଉଛି । ଆମେରିକା, ବ୍ରିଟେନ, ଅଷ୍ଟ୍ରେଲିଆ ଓ କାନାଡା ଭଳି ଦେଶକୁ ଉଚ୍ଚଶିକ୍ଷା ପାଇଁ ଯାଉଥିବା ଛାତ୍ରଙ୍କ ପାଇଁ ଟଙ୍କାର ଅବମୂଲ୍ୟାୟନ ଏକ ବଡ଼ ସମସ୍ୟା ସୃଷ୍ଟି କରିଛି । ଅଭିଭାବକମାନେ ଶିକ୍ଷା ଋଣ ଉପରେ ନିର୍ଭର କରୁଛନ୍ତି । ବ୍ୟାଙ୍କଗୁଡ଼ିକ ମଧ୍ୟ ଋଣ ମଞ୍ଜୁରିରେ କଡ଼ା ସର୍ତ୍ତ ଲଗାଉଛନ୍ତି । ବିଦେଶୀ ବିଶ୍ୱବିଦ୍ୟାଳୟଗୁଡ଼ିକ ଭାରତରେ ଶାଖା ଖୋଲିଲେ ଛାତ୍ରମାନଙ୍କ ପାଇଁ ସୁବିଧା ହେବ ବୋଲି ବିଶେଷଜ୍ଞମାନେ କହୁଛନ୍ତି । ଦେଶରେ ଗୁଣାତ୍ମକ ଉଚ୍ଚଶିକ୍ଷା ପ୍ରତିଷ୍ଠାନ ସଂଖ୍ୟା ବୃଦ୍ଧି କରିବା ମଧ୍ୟ ଆବଶ୍ୟକ । ଏହାଦ୍ୱାରା ମେଧାବୀ ଛାତ୍ରଙ୍କ ବିଦେଶ ଯିବା ପ୍ରବଣତା କମିବ ଓ ଦେଶର ବୈଦେଶିକ ମୁଦ୍ରା ସଞ୍ଚୟ ହେବ । ଉଚ୍ଚଶିକ୍ଷା ବ୍ୟବସ୍ଥାରେ ସଂସ୍କାର ଆଣିବା ସମୟର ଆହ୍ୱାନ । ଗବେଷଣା ଓ ନବସୃଜନକୁ ପ୍ରୋତ୍ସାହନ ଦେବା ଉଚିତ । bbox=[1072, 56, 1492, 164]
solution-cell: 1 bbox=[1311, 2085, 1321, 2097]
sudoku-cell[interactable] bbox=[1359, 1943, 1381, 1965]
sudoku-cell[interactable] bbox=[1315, 1899, 1337, 1921]
sudoku-cell[interactable]: 1 bbox=[1315, 1921, 1337, 1943]
sudoku-cell[interactable] bbox=[1359, 1899, 1381, 1921]
letter-1-title: ବାଥରୁମର ଦୁଃଖ bbox=[1214, 888, 1350, 913]
sudoku-cell[interactable] bbox=[1337, 1855, 1359, 1877]
letter-1-text: 'ଧରିତ୍ରୀ'ରେ ପ୍ରକାଶିତ ଖବର ଅନୁଯାୟୀ ସରକାରୀ ବିଦ୍ୟାଳୟଗୁଡ଼ିକରେ ଶୌଚାଳୟ ଅବ୍ୟବସ୍ଥା ଚିନ୍ତାଜନକ । ଛାତ୍ରୀମାନେ ବିଶେଷ ଅସୁବିଧାର ସମ୍ମୁଖୀନ ହେଉଛନ୍ତି । ଅନେକ ବିଦ୍ୟାଳୟରେ ଶୌଚାଳୟ ନିର୍ମାଣ ହୋଇଥିଲେ ମଧ୍ୟ ପାଣି ଓ ସଫେଇ ଅଭାବରୁ ତାହା ବ୍ୟବହାର ଅନୁପଯୋଗୀ । ଶିକ୍ଷା ବିଭାଗ ଏଥିପ୍ରତି ତୁରନ୍ତ ଧ୍ୟାନ ଦେବା ଉଚିତ । bbox=[1072, 920, 1492, 973]
sudoku-cell[interactable] bbox=[1293, 1943, 1315, 1965]
solution-cell: 3 bbox=[1341, 2145, 1351, 2157]
poem-source: (ଭିଲୋମ) bbox=[256, 192, 301, 206]
letter-2-title: ଗଞ୍ଜାମକୁ ନଜର ଦିଅ bbox=[1192, 1104, 1372, 1129]
solution-cell: 7 bbox=[1381, 2145, 1391, 2157]
bhada-col-3 bbox=[704, 1044, 1056, 1636]
sudoku-row bbox=[1183, 1943, 1381, 1965]
solution-cell: 7 bbox=[1361, 2121, 1371, 2133]
chirantani-poem bbox=[17, 59, 331, 178]
displaced-col-1-text: ବିକାଶ ଆଜି ସମୟର ଆହ୍ୱାନ । କିନ୍ତୁ ବିକାଶ ନାମରେ ଶିଳ୍ପ, ଖଣି ଓ ବୃହତ ଜଳସେଚନ ପ୍ରକଳ୍ପ ପାଇଁ ହଜାର ହଜାର ପରିବାର ନିଜ ଭିଟାମାଟିରୁ ଉଚ୍ଛେଦ ହେଉଛନ୍ତି । ବିସ୍ଥାପିତମାନଙ୍କ ଥଇଥାନ ପାଇଁ ଯେଉଁ ପ୍ରତିଶ୍ରୁତି ଦିଆଯାଏ ତାହା ଅଧିକାଂଶ କ୍ଷେତ୍ରରେ ପୂରଣ ହେଉନାହିଁ । ଜମି ହରାଇଥିବା ଚାଷୀମାନେ ଦିନମଜୁରିଆରେ ପରିଣତ ହେଉଛନ୍ତି । ଆଦିବାସୀ ସମୁଦାୟଙ୍କ ସଂସ୍କୃତି ଓ ପରମ୍ପରା ବିପନ୍ନ ହେଉଛି । କ୍ଷତିପୂରଣ ରାଶି ସମୟରେ ମିଳୁନାହିଁ, ମିଳିଲେ ମଧ୍ୟ ତାହା ଅପର୍ଯ୍ୟାପ୍ତ । ଥଇଥାନ କଲୋନୀଗୁଡ଼ିକରେ ପାନୀୟ ଜଳ, ବିଦ୍ୟୁତ, ସ୍ୱାସ୍ଥ୍ୟ ଓ ଶିକ୍ଷା ଭଳି ମୌଳିକ ସୁବିଧାର ଘୋର ଅଭାବ ରହିଛି । ପ୍ରକଳ୍ପ ଅଧିକାରୀମାନେ ବିସ୍ଥାପିତଙ୍କ ଅଭିଯୋଗ ଶୁଣିବାକୁ ଆଗ୍ରହ ଦେଖାଉନାହାନ୍ତି । ଅନେକ ପରିବାର ଦୁଇ ପିଢ଼ି ଧରି କ୍ଷତିପୂରଣ ପାଇଁ ଅପେକ୍ଷା କରୁଛନ୍ତି । ଏହା ମାନବାଧିକାରର ସ୍ପଷ୍ଟ ଉଲ୍ଲଂଘନ । bbox=[6, 1708, 342, 1843]
sudoku-row bbox=[1183, 1811, 1381, 1833]
solution-row bbox=[1301, 2157, 1391, 2169]
bhada-col-3-text: ସାମ୍ପ୍ରତିକ ସମୟରେ ଭଡ଼ା ଅର୍ଥନୀତି ବା ଶେୟାରିଂ ଇକୋନୋମି ନୂଆ ରୂପ ନେଇଛି । ମୋବାଇଲ ଆପ୍ ମାଧ୍ୟମରେ କାର, ବାଇକ ଓ ଘର ଭଡ଼ାରେ ନେବା ସହଜ ହୋଇଛି । ଏହା ଯୁବପିଢ଼ିଙ୍କ ପାଇଁ ନୂଆ ନିଯୁକ୍ତି ସୁଯୋଗ ସୃଷ୍ଟି କରିଛି । କିନ୍ତୁ ଏଥିରେ ନିୟାମକ ବ୍ୟବସ୍ଥାର ଅଭାବ ରହିଛି । ଉପଭୋକ୍ତାଙ୍କ ଅଧିକାର ସୁରକ୍ଷା ପାଇଁ ସ୍ପଷ୍ଟ ନିୟମ ପ୍ରଣୟନ କରାଯିବା ଆବଶ୍ୟକ । ପାରମ୍ପରିକ ଭଡ଼ା ବ୍ୟବସ୍ଥା ଓ ଆଧୁନିକ ଡିଜିଟାଲ ଭଡ଼ା ବ୍ୟବସ୍ଥା ମଧ୍ୟରେ ସନ୍ତୁଳନ ରକ୍ଷା କରିବା ସମୟର ଆହ୍ୱାନ । ସଠିକ ନୀତି ପ୍ରଣୟନ କଲେ ଭଡ଼ା ଅର୍ଥନୀତି ଦେଶର ଆର୍ଥିକ ବିକାଶରେ ଗୁରୁତ୍ୱପୂର୍ଣ୍ଣ ଭୂମିକା ନେଇପାରିବ । ସାଧାରଣ ଲୋକଙ୍କ ଜୀବନଯାତ୍ରା ମାନ ଉନ୍ନତ ହେବ । bbox=[704, 1044, 1056, 1152]
sudoku-cell[interactable] bbox=[1227, 1943, 1249, 1965]
solution-cell: 8 bbox=[1321, 2073, 1331, 2085]
sudoku-row bbox=[1183, 1965, 1381, 1987]
solution-cell: 2 bbox=[1301, 2157, 1311, 2169]
solution-cell: 1 bbox=[1331, 2109, 1341, 2121]
solution-cell: 8 bbox=[1301, 2145, 1311, 2157]
solution-cell: 8 bbox=[1311, 2109, 1321, 2121]
sudoku-title: ସୁ-ଡୋ-କୁ bbox=[1280, 1722, 1492, 1770]
solution-row bbox=[1301, 2073, 1391, 2085]
sudoku-cell[interactable] bbox=[1249, 1833, 1271, 1855]
sudoku-cell[interactable] bbox=[1183, 1921, 1205, 1943]
sudoku-cell[interactable] bbox=[1183, 1899, 1205, 1921]
solution-cell: 4 bbox=[1311, 2097, 1321, 2109]
sudoku-cell[interactable] bbox=[1359, 1921, 1381, 1943]
displaced-byline: ଜଗନ୍ନାଥପୁରଶାସନ-୩, ଲୁହୁରୁଡ଼ା, ଫୋନ: ୯୯୩୭୦୯୯୩୨୯ bbox=[821, 2298, 1056, 2310]
sudoku-cell[interactable] bbox=[1337, 1943, 1359, 1965]
sudoku-cell[interactable] bbox=[1249, 1811, 1271, 1833]
sudoku-cell[interactable] bbox=[1205, 1943, 1227, 1965]
address-box bbox=[1072, 1286, 1492, 1542]
sudoku-cell[interactable] bbox=[1359, 1833, 1381, 1855]
sudoku-cell[interactable] bbox=[1205, 1921, 1227, 1943]
anniversary-date: ୨୪ ମେ bbox=[1430, 1563, 1480, 1584]
bhada-col-1 bbox=[6, 980, 342, 1652]
main-col-1-text: ଡାଲାରମାନିରେ ଗୋଟେ ଭଲି ଅର୍ଥନୀତିରେ ମୁଦ୍ରାର ପ୍ରଭାବ ନିର୍ଦ୍ଧାରଣରେ ଚାହିଦା ଓ ଯୋଗାଣର ସନ୍ତୁଳନ ଗୁରୁତ୍ୱପୂର୍ଣ୍ଣ ଭୂମିକା ନେଇଥାଏ । ବିଶ୍ୱବଜାରରେ ଆମେରିକୀୟ ଡଲାର ତୁଳନାରେ ଭାରତୀୟ ଟଙ୍କାର ମୂଲ୍ୟ କ୍ରମାଗତ ଭାବେ ହ୍ରାସ ପାଉଛି । ଏହାର ପ୍ରମୁଖ କାରଣ ହେଉଛି ବିଦେଶୀ ନିବେଶକଙ୍କ ପୁଞ୍ଜି ପ୍ରତ୍ୟାହାର ଓ ଅଶୋଧିତ ତୈଳର ମୂଲ୍ୟ ବୃଦ୍ଧି । ଆମଦାନୀ ବ୍ୟୟ ବଢ଼ିବା ଫଳରେ ଚଳନ୍ତି ଖାତା ନିଅଣ୍ଟ ମଧ୍ୟ ବୃଦ୍ଧି ପାଉଛି । ରିଜର୍ଭ ବ୍ୟାଙ୍କ ବଜାରରେ ହସ୍ତକ୍ଷେପ କରି ଡଲାର ବିକ୍ରି କରୁଥିଲେ ମଧ୍ୟ ଟଙ୍କାର ଅବମୂଲ୍ୟାୟନ ରୋକିବା ସମ୍ଭବ ହେଉନାହିଁ । ଅର୍ଥନୀତିବିତମାନଙ୍କ ମତରେ ଏହି ସ୍ଥିତି ଦୀର୍ଘ ସମୟ ଧରି ଜାରି ରହିଲେ ମୁଦ୍ରାସ୍ଫୀତି ବୃଦ୍ଧି ପାଇବ ଓ ସାଧାରଣ ଲୋକଙ୍କ ଉପରେ ଏହାର ପ୍ରଭାବ ପଡ଼ିବ । ରପ୍ତାନିକାରୀମାନେ କିଛି ଲାଭ ପାଇଥିଲେ ମଧ୍ୟ ସାମଗ୍ରିକ ଭାବେ ଅର୍ଥନୀତି ପାଇଁ ଏହା ଶୁଭଙ୍କର ନୁହେଁ । ସରକାର ବୈଦେଶିକ ମୁଦ୍ରା ଭଣ୍ଡାରକୁ ସୁଦୃଢ଼ କରିବା ପାଇଁ ଅନେକ ପଦକ୍ଷେପ ନେଇଛନ୍ତି । ସୁନା ଆମଦାନୀ ଉପରେ ଶୁଳ୍କ ବୃଦ୍ଧି କରାଯାଇଛି । ଅଣ-ଆବଶ୍ୟକୀୟ ସାମଗ୍ରୀ ଆମଦାନୀ ହ୍ରାସ କରିବାକୁ ପ୍ରୟାସ ଚାଲିଛି । କିନ୍ତୁ ବିଶ୍ୱ ଅର୍ଥନୀତିର ଅନିଶ୍ଚିତତା ଯୋଗୁଁ ଏହି ପଦକ୍ଷେପଗୁଡ଼ିକ ଆଶାନୁରୂପ ଫଳ ଦେଉନାହିଁ । bbox=[356, 172, 582, 470]
sudoku-cell[interactable] bbox=[1183, 1855, 1205, 1877]
india-map-icon bbox=[1452, 12, 1482, 44]
poem-line: ଝୁରଇ ଶାଖା ତା'ର ଅତି, bbox=[105, 77, 211, 91]
letter-1-body bbox=[1072, 920, 1492, 1080]
sudoku-cell[interactable] bbox=[1205, 1877, 1227, 1899]
sudoku-cell[interactable]: 3 bbox=[1183, 1833, 1205, 1855]
sudoku-cell[interactable] bbox=[1337, 1833, 1359, 1855]
letter-2-body bbox=[1072, 1136, 1492, 1264]
main-col-2 bbox=[592, 172, 818, 924]
sudoku-grid bbox=[1183, 1811, 1382, 2010]
ei-bharatare-title: ଏଇ ଭାରତରେ... bbox=[1082, 15, 1231, 41]
solution-cell: 9 bbox=[1321, 2109, 1331, 2121]
solution-cell: 9 bbox=[1361, 2097, 1371, 2109]
sudoku-cell[interactable] bbox=[1359, 1877, 1381, 1899]
solution-row bbox=[1301, 2097, 1391, 2109]
solution-cell: 4 bbox=[1321, 2157, 1331, 2169]
solution-cell: 6 bbox=[1321, 2133, 1331, 2145]
sudoku-cell[interactable] bbox=[1271, 1943, 1293, 1965]
solution-cell: 9 bbox=[1311, 2145, 1321, 2157]
letter-1-signature: ଲକ୍ଷ୍ମୀକାନ୍ତ ମହାରଣା, ଆରିମାଲା, କଟକ bbox=[1317, 1084, 1492, 1097]
sudoku-cell[interactable] bbox=[1183, 1811, 1205, 1833]
solution-cell: 6 bbox=[1371, 2145, 1381, 2157]
anniversary-label bbox=[1084, 1562, 1234, 1606]
